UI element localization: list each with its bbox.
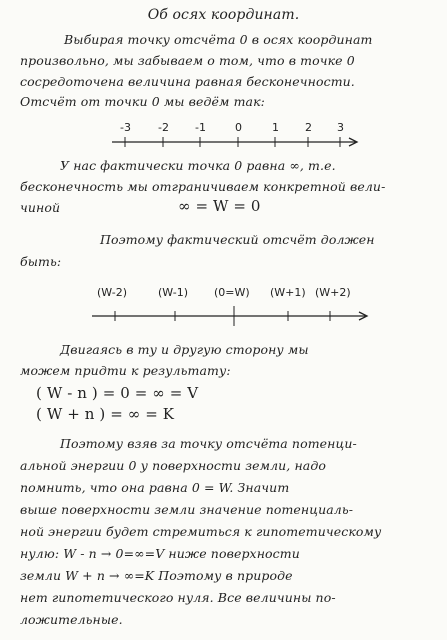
paragraph-1-line-4: Отсчёт от точки 0 мы ведём так: (20, 94, 265, 109)
tick-label: 1 (272, 121, 279, 134)
paragraph-3-line-1: Поэтому фактический отсчёт должен (100, 232, 375, 247)
paragraph-4-line-1: Двигаясь в ту и другую сторону мы (60, 342, 309, 357)
paragraph-1-line-3: сосредоточена величина равная бесконечности. (20, 74, 355, 89)
number-line-1 (0, 120, 447, 156)
axis-label: (0=W) (214, 286, 250, 299)
number-line-2 (0, 282, 447, 328)
equation-2: ( W - n ) = 0 = ∞ = V (36, 384, 199, 402)
equation-3: ( W + n ) = ∞ = K (36, 405, 175, 423)
axis-label: (W-2) (97, 286, 127, 299)
paragraph-1-line-1: Выбирая точку отсчёта 0 в осях координат (64, 32, 373, 47)
paragraph-5-line-1: Поэтому взяв за точку отсчёта потенци- (60, 436, 357, 451)
paragraph-2-line-3: чиной (20, 200, 61, 215)
paragraph-5-line-2: альной энергии 0 у поверхности земли, надо (20, 458, 326, 473)
paragraph-5-line-8: нет гипотетического нуля. Все величины по- (20, 590, 336, 605)
paragraph-5-line-5: ной энергии будет стремиться к гипотетическому (20, 524, 382, 539)
axis-label: (W+1) (270, 286, 306, 299)
page-title: Об осях координат. (147, 7, 300, 23)
paragraph-5-line-4: выше поверхности земли значение потенциаль- (20, 502, 354, 517)
axis-label: (W-1) (158, 286, 188, 299)
tick-label: 3 (337, 121, 344, 134)
paragraph-5-line-9: ложительные. (20, 612, 123, 627)
axis-label: (W+2) (315, 286, 351, 299)
tick-label: -3 (120, 121, 131, 134)
paragraph-4-line-2: можем придти к результату: (20, 363, 231, 378)
paragraph-3-line-2: быть: (20, 254, 62, 269)
paragraph-1-line-2: произвольно, мы забываем о том, что в точке 0 (20, 53, 355, 68)
equation-1: ∞ = W = 0 (178, 197, 261, 215)
paragraph-5-line-6: нулю: W - n → 0=∞=V ниже поверхности (20, 546, 300, 561)
tick-label: -1 (195, 121, 206, 134)
paragraph-5-line-3: помнить, что она равна 0 = W. Значит (20, 480, 290, 495)
tick-label: -2 (158, 121, 169, 134)
tick-label: 0 (235, 121, 242, 134)
paragraph-5-line-7: земли W + n → ∞=K Поэтому в природе (20, 568, 293, 583)
tick-label: 2 (305, 121, 312, 134)
paragraph-2-line-1: У нас фактически точка 0 равна ∞, т.е. (60, 158, 336, 173)
paragraph-2-line-2: бесконечность мы отграничиваем конкретной вели- (20, 179, 386, 194)
